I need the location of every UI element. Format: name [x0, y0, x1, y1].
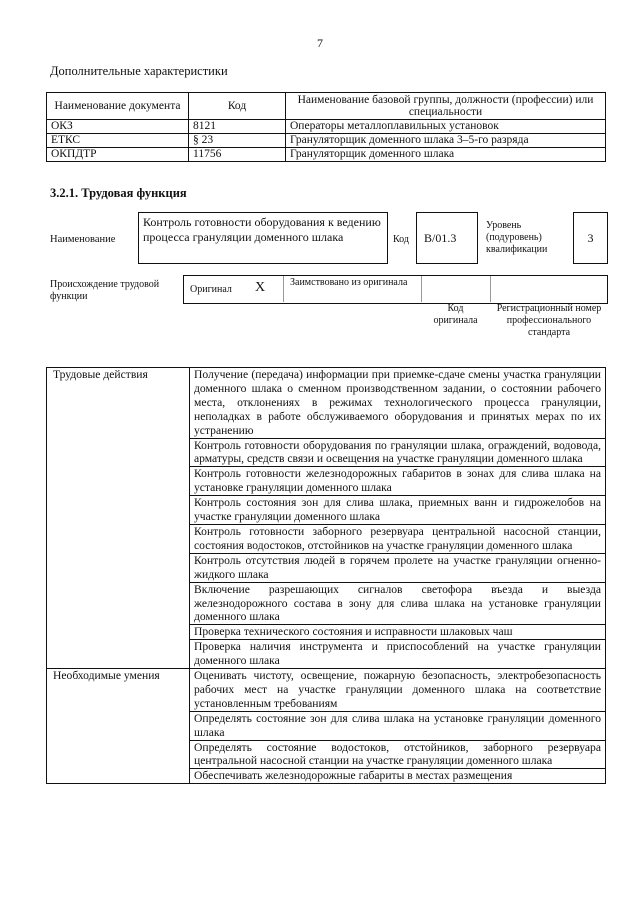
name-label: Наименование: [50, 234, 116, 245]
table-header-row: [47, 93, 606, 120]
qualification-level-value: 3: [587, 231, 594, 245]
original-code-label: Код оригинала: [433, 303, 478, 326]
registration-number-label: Регистрационный номер профессионального стандарта: [496, 303, 602, 338]
qualification-level-box: [573, 212, 608, 264]
function-name-value: Контроль готовности оборудования к ведению процесса грануляции доменного шлака: [143, 215, 381, 244]
list-item: Контроль состояния зон для слива шлака, приемных ванн и гидрожелобов на участке грануляции доменного шлака: [190, 496, 606, 525]
function-code-value: B/01.3: [424, 231, 457, 245]
code-cell: 11756: [189, 148, 286, 162]
table-row: [47, 120, 606, 134]
list-item: Включение разрешающих сигналов светофора въезда и выезда железнодорожного состава в зону для слива шлака на установке грануляции доменного шлака: [190, 582, 606, 625]
list-item: Оценивать чистоту, освещение, пожарную безопасность, электробезопасность рабочих мест на участке грануляции доменного шлака на соответствие установленным требованиям: [190, 669, 606, 712]
table-row: [47, 148, 606, 162]
function-code-box: [416, 212, 478, 264]
table-row: [47, 669, 606, 712]
labor-actions-category: Трудовые действия: [47, 368, 190, 669]
group-name-cell: Операторы металлоплавильных установок: [286, 120, 606, 134]
list-item: Проверка наличия инструмента и приспособлений на участке грануляции доменного шлака: [190, 640, 606, 669]
header-group-name: Наименование базовой группы, должности (профессии) или специальности: [286, 93, 606, 120]
group-name-cell: Грануляторщик доменного шлака: [286, 148, 606, 162]
doc-name-cell: ЕТКС: [47, 134, 189, 148]
list-item: Получение (передача) информации при приемке-сдаче смены участка грануляции доменного шлака о сменном производственном задании, о состоянии рабочего места, отклонениях в режимах технологического процесса грануляции, неполадках в работе обслуживаемого оборудования и принятых мерах по их устранению: [190, 368, 606, 439]
function-name-box: [138, 212, 388, 264]
additional-characteristics-caption: Дополнительные характеристики: [50, 64, 228, 78]
page-number: 7: [317, 36, 323, 50]
code-cell: 8121: [189, 120, 286, 134]
header-code: Код: [189, 93, 286, 120]
borrowed-label: Заимствовано из оригинала: [290, 277, 408, 288]
qualification-level-label: Уровень (подуровень) квалификации: [486, 220, 548, 255]
original-label: Оригинал: [190, 284, 232, 295]
additional-characteristics-table: [46, 92, 606, 162]
table-row: [47, 134, 606, 148]
origin-divider: [283, 276, 284, 302]
list-item: Контроль готовности заборного резервуара центральной насосной станции, состояния водостоков, отстойников на участке грануляции доменного шлака: [190, 524, 606, 553]
labor-function-title: 3.2.1. Трудовая функция: [50, 186, 187, 200]
table-row: [47, 368, 606, 439]
labor-actions-table: [46, 367, 606, 784]
origin-divider: [490, 276, 491, 302]
list-item: Контроль готовности оборудования по грануляции шлака, ограждений, водовода, арматуры, средств связи и освещения на участке грануляции доменного шлака: [190, 438, 606, 467]
list-item: Обеспечивать железнодорожные габариты в местах размещения: [190, 769, 606, 784]
doc-name-cell: ОКЗ: [47, 120, 189, 134]
list-item: Проверка технического состояния и исправности шлаковых чаш: [190, 625, 606, 640]
required-skills-category: Необходимые умения: [47, 669, 190, 784]
original-mark: X: [255, 280, 266, 295]
list-item: Определять состояние водостоков, отстойников, заборного резервуара центральной насосной станции на участке грануляции доменного шлака: [190, 740, 606, 769]
doc-name-cell: ОКПДТР: [47, 148, 189, 162]
list-item: Контроль отсутствия людей в горячем пролете на участке грануляции огненно-жидкого шлака: [190, 553, 606, 582]
list-item: Определять состояние зон для слива шлака на установке грануляции доменного шлака: [190, 711, 606, 740]
origin-label: Происхождение трудовой функции: [50, 279, 160, 302]
list-item: Контроль готовности железнодорожных габаритов в зонах для слива шлака на установке грануляции доменного шлака: [190, 467, 606, 496]
origin-divider: [421, 276, 422, 302]
group-name-cell: Грануляторщик доменного шлака 3–5-го разряда: [286, 134, 606, 148]
code-cell: § 23: [189, 134, 286, 148]
header-doc-name: Наименование документа: [47, 93, 189, 120]
code-label: Код: [393, 234, 409, 245]
